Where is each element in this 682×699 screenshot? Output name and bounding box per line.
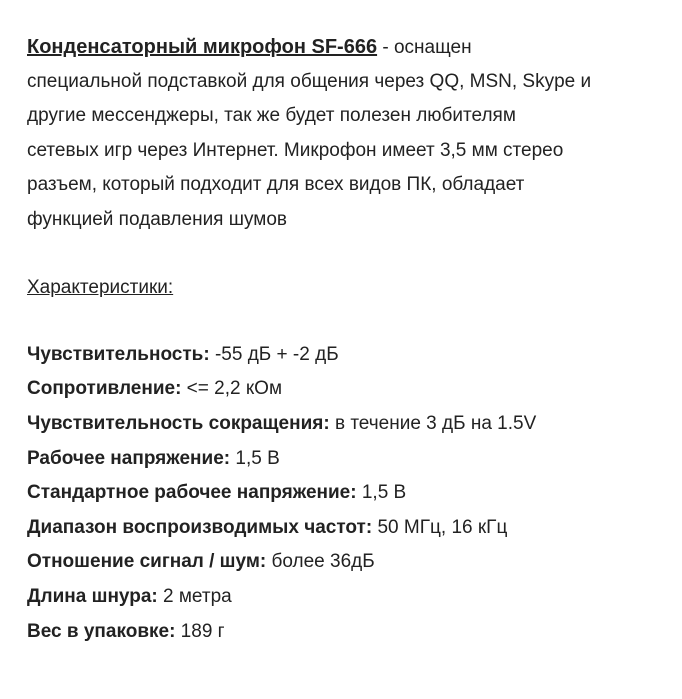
spec-label: Диапазон воспроизводимых частот: <box>27 516 373 538</box>
spec-label: Длина шнура: <box>27 585 158 607</box>
spec-value: 50 МГц, 16 кГц <box>372 516 508 538</box>
spec-row <box>27 615 667 650</box>
spec-label: Стандартное рабочее напряжение: <box>27 482 357 504</box>
intro-line: специальной подставкой для общения через QQ, MSN, Skype и <box>27 70 592 92</box>
spec-value: более 36дБ <box>266 551 375 573</box>
spec-row <box>27 442 667 477</box>
spec-value: -55 дБ + -2 дБ <box>209 343 339 365</box>
spec-label: Рабочее напряжение: <box>27 447 231 469</box>
spec-row <box>27 511 667 546</box>
intro-line: другие мессенджеры, так же будет полезен любителям <box>27 105 516 127</box>
spec-value: 189 г <box>175 620 225 642</box>
spec-row <box>27 407 667 442</box>
spec-value: 1,5 В <box>230 447 280 469</box>
spec-label: Чувствительность: <box>27 343 210 365</box>
spec-row <box>27 545 667 580</box>
intro-line: сетевых игр через Интернет. Микрофон имеет 3,5 мм стерео <box>27 139 564 161</box>
spec-value: 1,5 В <box>356 482 407 504</box>
product-description <box>27 30 667 649</box>
intro-text: - оснащен <box>377 37 472 58</box>
spec-value: 2 метра <box>157 585 232 607</box>
spec-label: Сопротивление: <box>27 378 182 400</box>
spec-row <box>27 476 667 511</box>
spec-row <box>27 580 667 615</box>
spec-row <box>27 338 667 373</box>
intro-line: разъем, который подходит для всех видов ПК, обладает <box>27 174 525 196</box>
specs-list <box>27 338 667 649</box>
product-title-link[interactable]: Конденсаторный микрофон SF-666 <box>27 36 378 58</box>
specs-heading: Характеристики: <box>27 277 174 299</box>
spec-label: Чувствительность сокращения: <box>27 412 330 434</box>
spec-row <box>27 372 667 407</box>
intro-line: функцией подавления шумов <box>27 208 288 230</box>
spec-value: в течение 3 дБ на 1.5V <box>329 412 537 434</box>
spec-label: Отношение сигнал / шум: <box>27 551 267 573</box>
spec-label: Вес в упаковке: <box>27 620 176 642</box>
spec-value: <= 2,2 кОм <box>181 378 283 400</box>
intro-line <box>27 30 667 65</box>
